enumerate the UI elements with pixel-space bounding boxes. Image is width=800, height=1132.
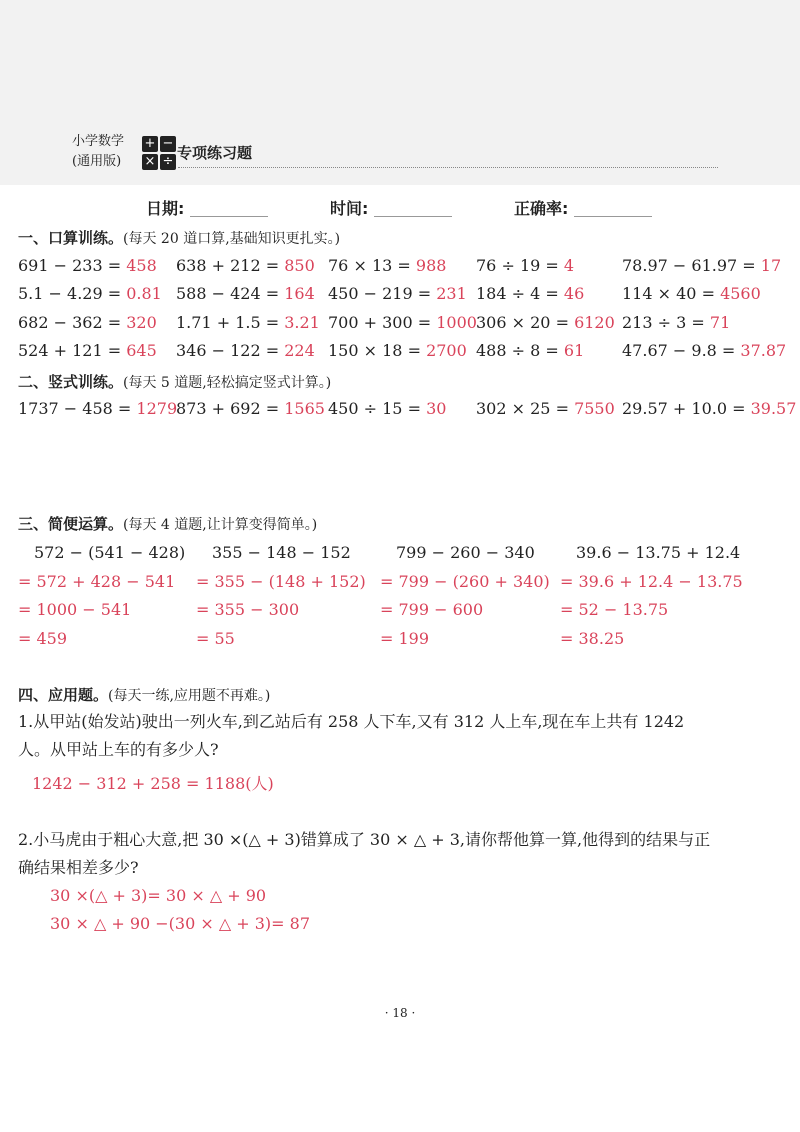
times-icon: ×	[142, 154, 158, 170]
page-title: 专项练习题	[177, 144, 253, 162]
equation-text: 682 − 362 =	[18, 313, 122, 332]
equation-text: 488 ÷ 8 =	[476, 341, 559, 360]
equation-answer: 39.57	[750, 399, 797, 418]
oral-calc-item	[476, 313, 615, 332]
oral-calc-item	[18, 341, 157, 360]
simplify-step: = 52 − 13.75	[560, 600, 669, 619]
problem-2-line-2: 确结果相差多少?	[18, 858, 139, 877]
oral-calc-item	[176, 284, 315, 303]
equation-answer: 1565	[284, 399, 325, 418]
simplify-step: = 799 − (260 + 340)	[380, 572, 550, 591]
operator-icons	[142, 132, 178, 172]
simplify-step: = 799 − 600	[380, 600, 484, 619]
minus-icon: −	[160, 136, 176, 152]
equation-answer: 1000	[436, 313, 477, 332]
problem-2-answer-2: 30 × △ + 90 −(30 × △ + 3)= 87	[50, 914, 311, 933]
equation-answer: 1279	[136, 399, 178, 418]
section-4-heading	[18, 684, 270, 705]
vertical-calc-item	[18, 399, 177, 418]
equation-text: 450 ÷ 15 =	[328, 399, 421, 418]
oral-calc-item	[18, 313, 157, 332]
section-1-title: 一、口算训练。	[18, 229, 124, 247]
equation-text: 29.57 + 10.0 =	[622, 399, 746, 418]
equation-answer: 645	[126, 341, 157, 360]
equation-answer: 30	[426, 399, 447, 418]
simplify-step: = 199	[380, 629, 430, 648]
equation-text: 306 × 20 =	[476, 313, 569, 332]
date-field	[146, 196, 268, 219]
date-label: 日期:	[146, 199, 185, 218]
simplify-problem: 572 − (541 − 428)	[34, 543, 186, 562]
equation-text: 450 − 219 =	[328, 284, 432, 303]
time-label: 时间:	[330, 199, 369, 218]
simplify-problem: 799 − 260 − 340	[396, 543, 535, 562]
equation-answer: 3.21	[284, 313, 320, 332]
equation-text: 114 × 40 =	[622, 284, 715, 303]
oral-calc-item	[176, 256, 315, 275]
equation-answer: 988	[415, 256, 447, 275]
simplify-step: = 39.6 + 12.4 − 13.75	[560, 572, 743, 591]
equation-text: 524 + 121 =	[18, 341, 122, 360]
vertical-calc-item	[476, 399, 615, 418]
equation-answer: 4	[563, 256, 575, 275]
series-line-1: 小学数学	[72, 134, 125, 149]
accuracy-blank	[574, 200, 652, 217]
section-2-note: (每天 5 道题,轻松搞定竖式计算。)	[123, 375, 332, 391]
equation-text: 700 + 300 =	[328, 313, 432, 332]
oral-calc-item	[476, 341, 584, 360]
series-label	[72, 132, 142, 172]
oral-calc-item	[476, 284, 584, 303]
accuracy-label: 正确率:	[514, 199, 569, 218]
equation-answer: 231	[436, 284, 467, 303]
oral-calc-item	[622, 341, 786, 360]
equation-answer: 71	[709, 313, 731, 332]
simplify-step: = 55	[196, 629, 235, 648]
equation-answer: 17	[760, 256, 782, 275]
equation-text: 47.67 − 9.8 =	[622, 341, 736, 360]
oral-calc-item	[622, 313, 730, 332]
problem-1-line-2: 人。从甲站上车的有多少人?	[18, 740, 219, 759]
word-problem-1	[18, 708, 684, 764]
equation-answer: 0.81	[126, 284, 162, 303]
equation-text: 691 − 233 =	[18, 256, 122, 275]
simplify-step: = 1000 − 541	[18, 600, 132, 619]
oral-calc-item	[328, 313, 477, 332]
equation-text: 873 + 692 =	[176, 399, 280, 418]
simplify-step: = 355 − 300	[196, 600, 300, 619]
oral-calc-item	[328, 284, 467, 303]
section-4-title: 四、应用题。	[18, 686, 109, 704]
simplify-step: = 38.25	[560, 629, 625, 648]
oral-calc-item	[328, 341, 467, 360]
equation-text: 150 × 18 =	[328, 341, 421, 360]
equation-answer: 4560	[720, 284, 761, 303]
section-1-heading	[18, 227, 340, 248]
equation-text: 184 ÷ 4 =	[476, 284, 559, 303]
vertical-calc-item	[328, 399, 446, 418]
equation-answer: 46	[563, 284, 585, 303]
equation-text: 5.1 − 4.29 =	[18, 284, 122, 303]
equation-text: 78.97 − 61.97 =	[622, 256, 756, 275]
vertical-calc-item	[622, 399, 796, 418]
equation-answer: 61	[563, 341, 585, 360]
time-field	[330, 196, 452, 219]
oral-calc-item	[18, 284, 162, 303]
equation-answer: 164	[284, 284, 315, 303]
page-number: · 18 ·	[384, 1006, 416, 1020]
equation-answer: 6120	[574, 313, 615, 332]
equation-text: 1737 − 458 =	[18, 399, 132, 418]
equation-answer: 850	[284, 256, 315, 275]
oral-calc-item	[328, 256, 446, 275]
time-blank	[374, 200, 452, 217]
equation-text: 346 − 122 =	[176, 341, 280, 360]
oral-calc-item	[176, 313, 320, 332]
header-divider	[178, 167, 718, 168]
equation-text: 76 ÷ 19 =	[476, 256, 559, 275]
simplify-step: = 459	[18, 629, 68, 648]
oral-calc-item	[476, 256, 574, 275]
equation-text: 1.71 + 1.5 =	[176, 313, 280, 332]
series-line-2: (通用版)	[72, 154, 122, 169]
section-2-title: 二、竖式训练。	[18, 373, 124, 391]
section-3-heading	[18, 513, 317, 534]
section-3-title: 三、简便运算。	[18, 515, 124, 533]
plus-icon: +	[142, 136, 158, 152]
equation-text: 76 × 13 =	[328, 256, 411, 275]
equation-answer: 224	[284, 341, 315, 360]
equation-answer: 37.87	[740, 341, 787, 360]
oral-calc-item	[176, 341, 315, 360]
equation-answer: 7550	[574, 399, 615, 418]
simplify-step: = 355 − (148 + 152)	[196, 572, 366, 591]
divide-icon: ÷	[160, 154, 176, 170]
simplify-step: = 572 + 428 − 541	[18, 572, 176, 591]
section-4-note: (每天一练,应用题不再难。)	[108, 688, 271, 704]
section-1-note: (每天 20 道口算,基础知识更扎实。)	[123, 231, 341, 247]
equation-text: 588 − 424 =	[176, 284, 280, 303]
equation-text: 638 + 212 =	[176, 256, 280, 275]
equation-text: 213 ÷ 3 =	[622, 313, 705, 332]
oral-calc-item	[622, 256, 781, 275]
date-blank	[190, 200, 268, 217]
simplify-problem: 355 − 148 − 152	[212, 543, 351, 562]
accuracy-field	[514, 196, 652, 219]
equation-answer: 458	[126, 256, 157, 275]
oral-calc-item	[18, 256, 157, 275]
section-3-note: (每天 4 道题,让计算变得简单。)	[123, 517, 318, 533]
section-2-heading	[18, 371, 331, 392]
problem-1-line-1: 1.从甲站(始发站)驶出一列火车,到乙站后有 258 人下车,又有 312 人上车,现在车上共有 1242	[18, 712, 685, 731]
problem-2-line-1: 2.小马虎由于粗心大意,把 30 ×(△ + 3)错算成了 30 × △ + 3,请你帮他算一算,他得到的结果与正	[18, 830, 711, 849]
equation-answer: 2700	[426, 341, 467, 360]
word-problem-2	[18, 826, 710, 882]
vertical-calc-item	[176, 399, 325, 418]
simplify-problem: 39.6 − 13.75 + 12.4	[576, 543, 741, 562]
problem-1-answer: 1242 − 312 + 258 = 1188(人)	[32, 774, 274, 793]
problem-2-answer-1: 30 ×(△ + 3)= 30 × △ + 90	[50, 886, 267, 905]
equation-answer: 320	[126, 313, 157, 332]
oral-calc-item	[622, 284, 761, 303]
equation-text: 302 × 25 =	[476, 399, 569, 418]
